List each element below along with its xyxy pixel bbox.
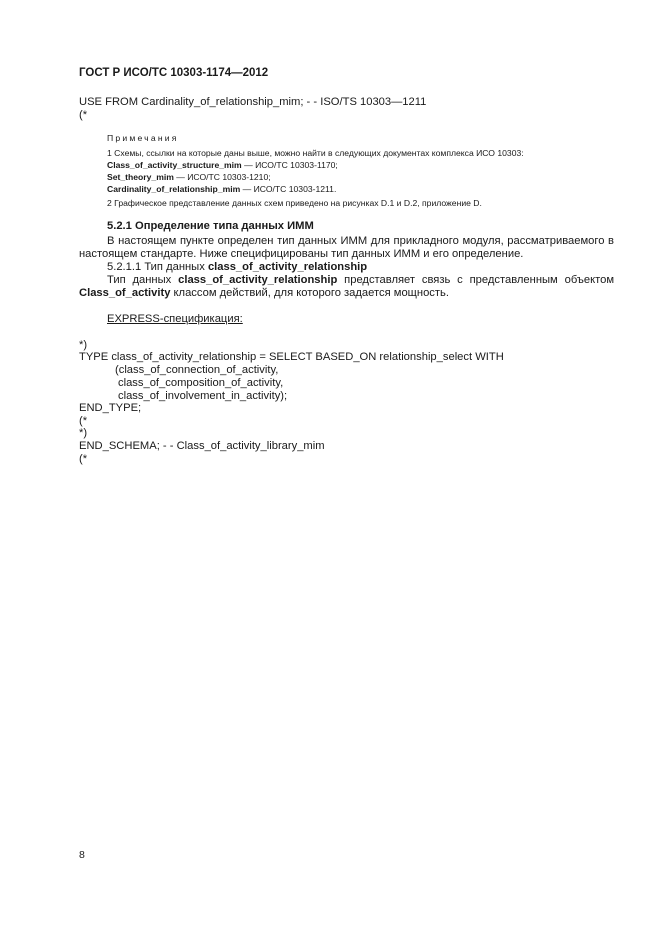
note-ref-2 <box>107 172 271 183</box>
paragraph-2-line-2 <box>79 287 449 300</box>
code-line-7: (* <box>79 415 88 427</box>
subsection-type-name: class_of_activity_relationship <box>207 261 368 273</box>
ref-schema-name: Class_of_activity_structure_mim <box>107 160 242 170</box>
code-line-1: *) <box>79 339 88 351</box>
p2-text-rest: представляет связь с представленным объектом <box>337 274 615 286</box>
p3-entity-name: Class_of_activity <box>79 287 171 299</box>
express-specification-label: EXPRESS-спецификация: <box>107 313 243 325</box>
paragraph-2-line-1 <box>79 274 614 287</box>
p2-text: Тип данных <box>107 274 179 286</box>
ref-schema-name: Set_theory_mim <box>107 172 174 182</box>
ref-doc: — ИСО/ТС 10303-1210; <box>173 172 271 182</box>
document-header: ГОСТ Р ИСО/ТС 10303-1174—2012 <box>79 67 269 79</box>
code-line-10: (* <box>79 453 88 465</box>
section-heading: 5.2.1 Определение типа данных ИММ <box>107 220 314 232</box>
code-line-5: class_of_involvement_in_activity); <box>118 390 288 402</box>
code-line-4: class_of_composition_of_activity, <box>118 377 284 389</box>
code-line-9: END_SCHEMA; - - Class_of_activity_library_mim <box>79 440 325 452</box>
paragraph-1-line-2: настоящем стандарте. Ниже специфицированы тип данных ИММ и его определение. <box>79 248 524 260</box>
note-ref-3 <box>107 184 336 195</box>
use-from-line: USE FROM Cardinality_of_relationship_mim; - - ISO/TS 10303—1211 <box>79 96 427 108</box>
note-2: 2 Графическое представление данных схем приведено на рисунках D.1 и D.2, приложение D. <box>107 198 482 208</box>
paragraph-1-line-1: В настоящем пункте определен тип данных ИММ для прикладного модуля, рассматриваемого в <box>107 235 614 247</box>
note-ref-1 <box>107 160 338 171</box>
ref-doc: — ИСО/ТС 10303-1170; <box>241 160 338 170</box>
note-1: 1 Схемы, ссылки на которые даны выше, можно найти в следующих документах комплекса ИСО 10303: <box>107 148 524 158</box>
p3-text: классом действий, для которого задается мощность. <box>170 287 449 299</box>
code-line-8: *) <box>79 427 88 439</box>
ref-doc: — ИСО/ТС 10303-1211. <box>240 184 337 194</box>
open-comment: (* <box>79 109 88 121</box>
subsection-heading <box>107 261 367 274</box>
code-line-3: (class_of_connection_of_activity, <box>115 364 279 376</box>
code-line-6: END_TYPE; <box>79 402 142 414</box>
subsection-prefix: 5.2.1.1 Тип данных <box>107 261 208 273</box>
code-line-2: TYPE class_of_activity_relationship = SELECT BASED_ON relationship_select WITH <box>79 351 504 363</box>
page-number: 8 <box>79 849 85 861</box>
ref-schema-name: Cardinality_of_relationship_mim <box>107 184 241 194</box>
notes-title: Примечания <box>107 133 179 143</box>
p2-type-name: class_of_activity_relationship <box>178 274 338 286</box>
